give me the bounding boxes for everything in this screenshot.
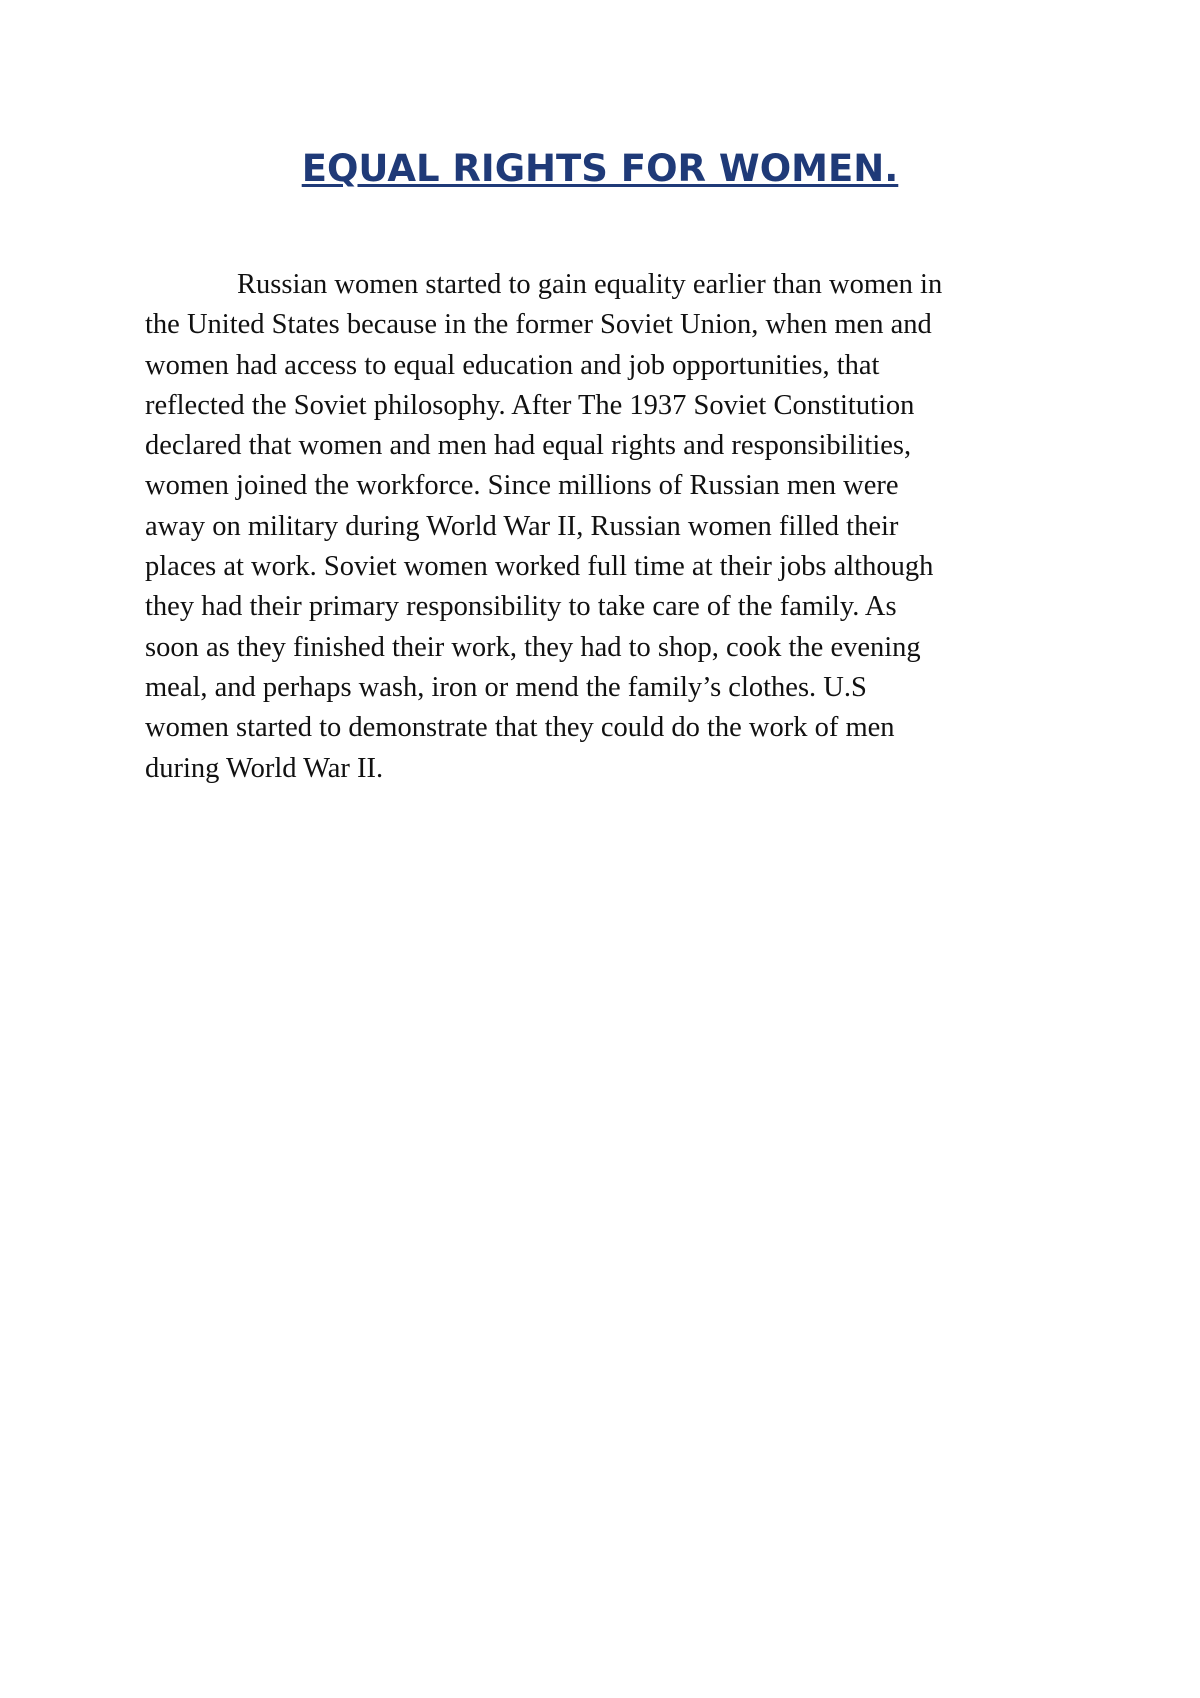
paragraph-line: Russian women started to gain equality earlier than women in [237, 269, 943, 300]
paragraph-line: meal, and perhaps wash, iron or mend the family’s clothes. U.S [145, 671, 867, 703]
paragraph-line: during World War II. [145, 752, 384, 784]
paragraph-line: they had their primary responsibility to take care of the family. As [145, 591, 897, 623]
paragraph-line: declared that women and men had equal rights and responsibilities, [145, 430, 912, 462]
paragraph-line: reflected the Soviet philosophy. After The 1937 Soviet Constitution [145, 389, 915, 421]
paragraph-line: the United States because in the former Soviet Union, when men and [145, 309, 932, 341]
paragraph-line: places at work. Soviet women worked full time at their jobs although [145, 551, 934, 583]
paragraph-line: away on military during World War II, Russian women filled their [145, 510, 899, 542]
paragraph-line: soon as they finished their work, they had to shop, cook the evening [145, 631, 921, 663]
paragraph-line: women started to demonstrate that they could do the work of men [145, 712, 895, 744]
paragraph-line: women had access to equal education and job opportunities, that [145, 349, 880, 381]
document-title: EQUAL RIGHTS FOR WOMEN. [301, 147, 899, 190]
paragraph-line: women joined the workforce. Since millions of Russian men were [145, 470, 899, 502]
body-paragraph [145, 265, 1045, 789]
